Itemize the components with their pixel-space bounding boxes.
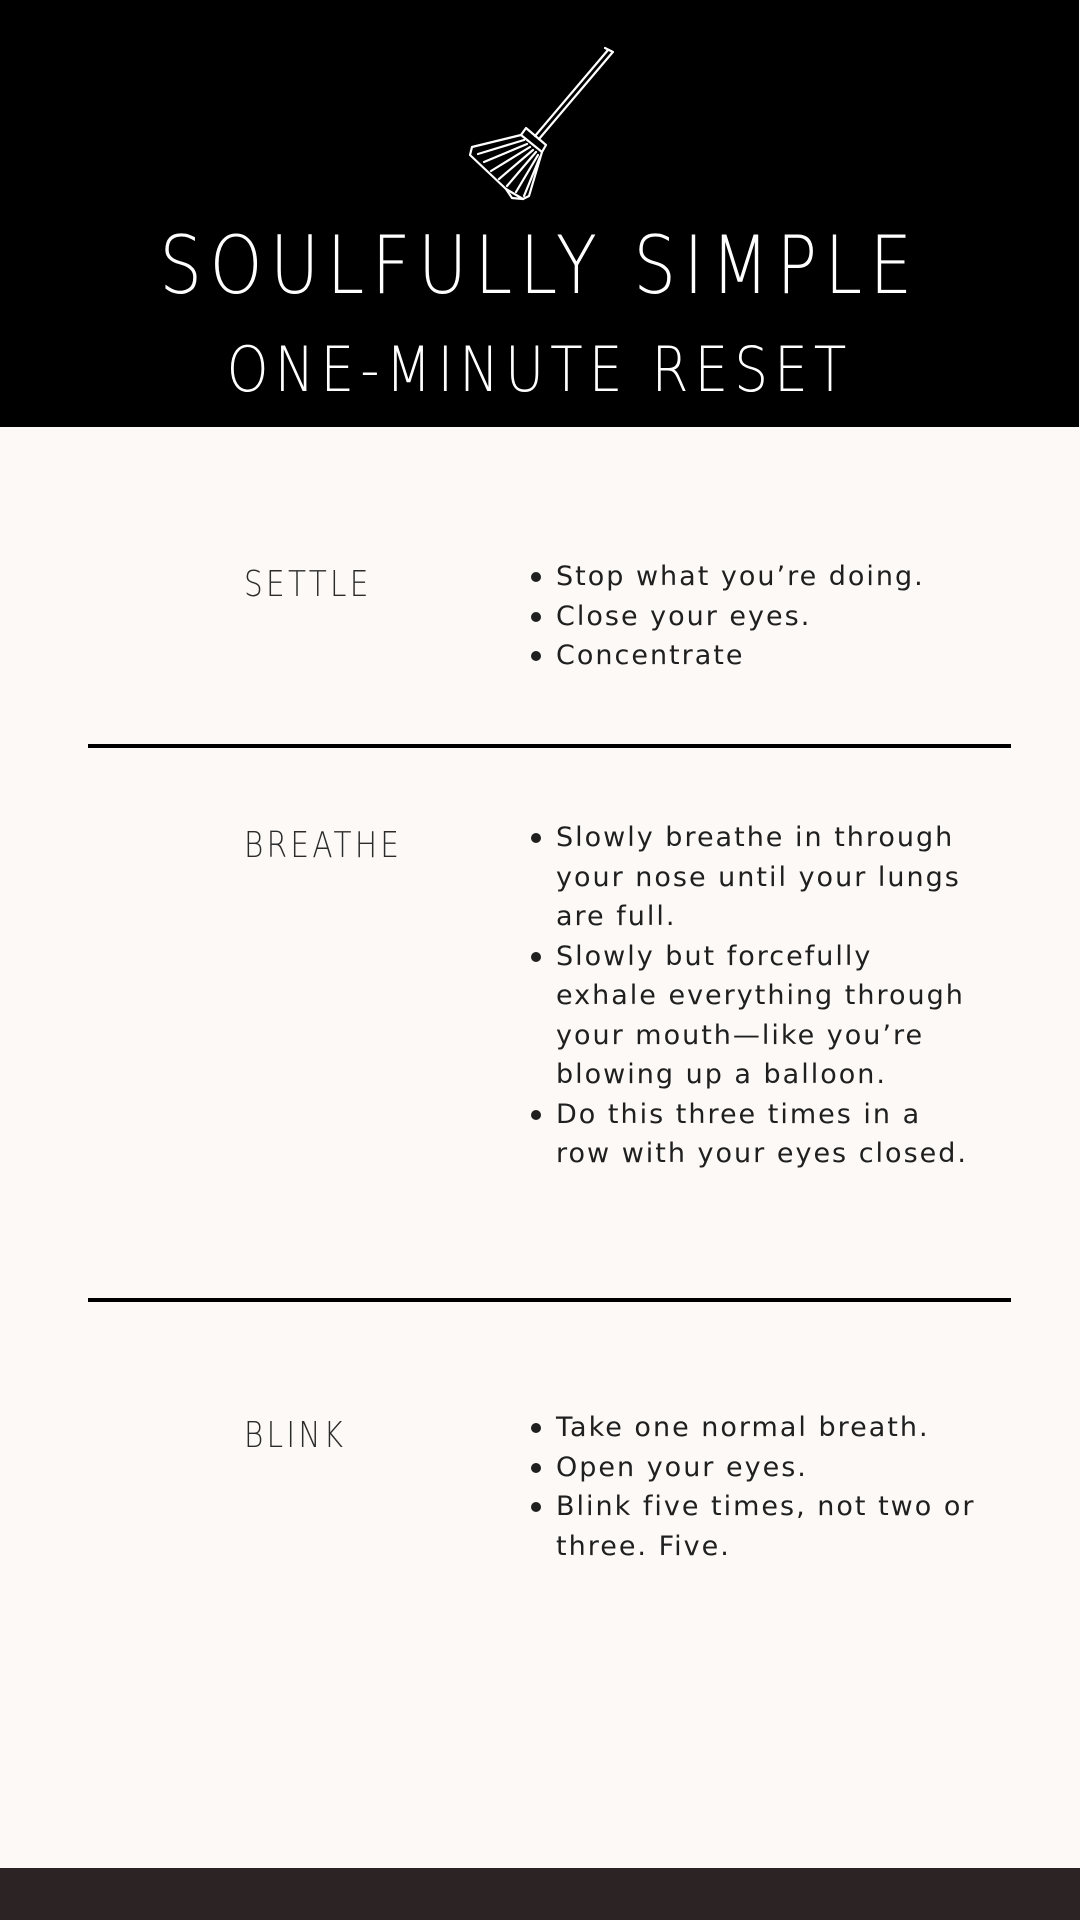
blink-steps-list — [528, 1408, 1028, 1566]
list-item — [528, 818, 1028, 937]
list-item-line: your mouth—like you’re — [556, 1019, 925, 1051]
section-divider — [88, 744, 1011, 748]
page-subtitle: ONE-MINUTE RESET — [226, 333, 853, 406]
list-item-line: Blink five times, not two or — [556, 1491, 976, 1522]
list-item — [528, 937, 1028, 1095]
list-item — [528, 1487, 1028, 1566]
list-item-line: Slowly but forcefully — [556, 940, 873, 972]
settle-steps-list — [528, 557, 1028, 676]
list-item-line: your nose until your lungs — [556, 861, 961, 893]
list-item-line: row with your eyes closed. — [556, 1138, 968, 1169]
list-item-line: Do this three times in a — [556, 1098, 922, 1130]
list-item: Take one normal breath. — [528, 1408, 1028, 1448]
section-label-settle: SETTLE — [244, 564, 372, 605]
section-label-breathe: BREATHE — [244, 825, 403, 866]
section-label-blink: BLINK — [244, 1415, 347, 1456]
list-item-line: exhale everything through — [556, 980, 965, 1011]
list-item-line: three. Five. — [556, 1530, 731, 1562]
list-item-line: are full. — [556, 901, 677, 932]
header-banner — [0, 0, 1079, 427]
list-item: Concentrate — [528, 636, 1028, 676]
list-item: Close your eyes. — [528, 597, 1028, 637]
list-item-line: Slowly breathe in through — [556, 822, 955, 853]
breathe-steps-list — [528, 818, 1028, 1174]
page-title: SOULFULLY SIMPLE — [159, 219, 920, 312]
list-item — [528, 1095, 1028, 1174]
list-item: Stop what you’re doing. — [528, 557, 1028, 597]
list-item-line: blowing up a balloon. — [556, 1059, 887, 1090]
list-item: Open your eyes. — [528, 1448, 1028, 1488]
footer-bar — [0, 1868, 1080, 1920]
broom-icon — [466, 44, 616, 202]
section-divider — [88, 1298, 1011, 1302]
